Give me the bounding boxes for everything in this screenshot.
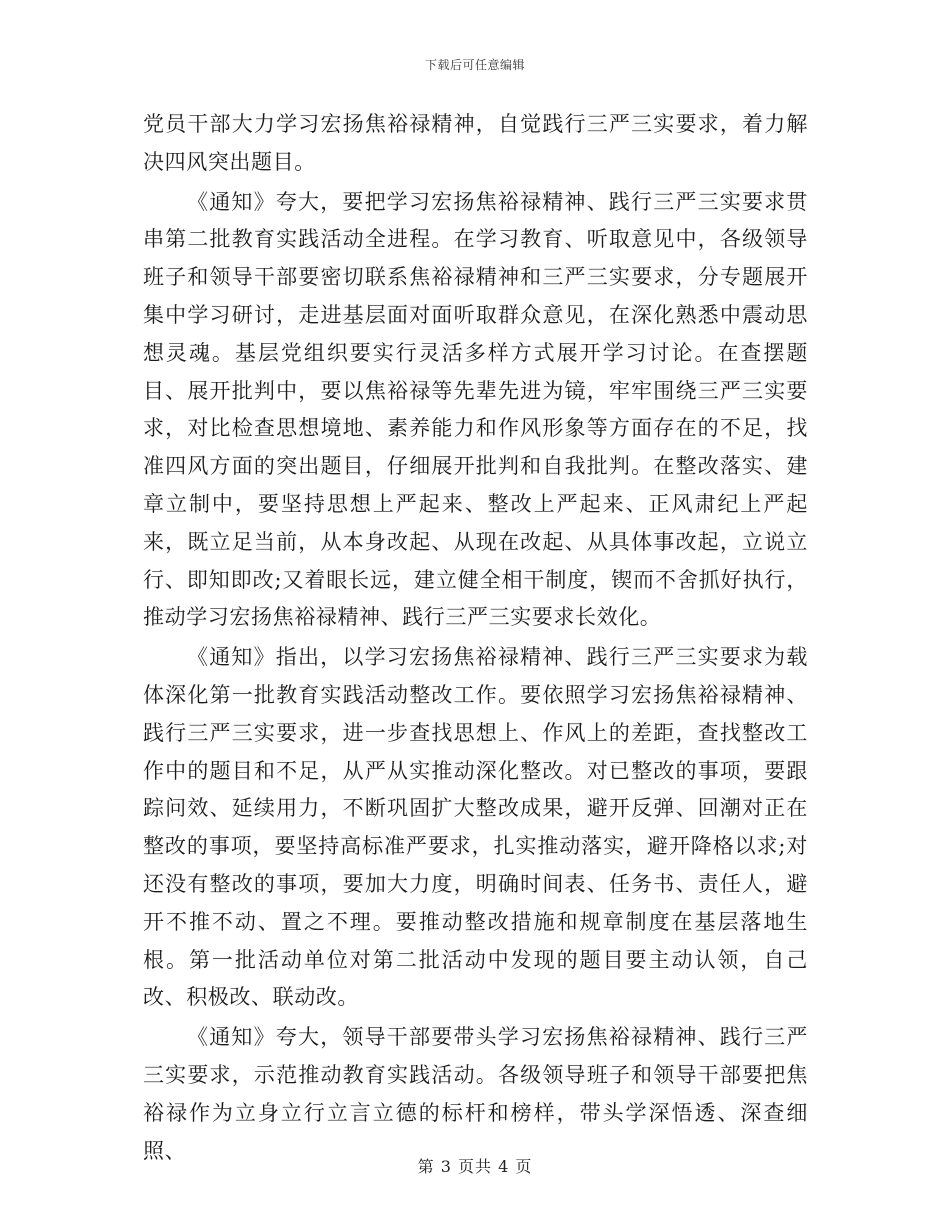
edit-note-header: 下载后可任意编辑 bbox=[424, 58, 525, 72]
paragraph-continuation: 党员干部大力学习宏扬焦裕禄精神，自觉践行三严三实要求，着力解决四风突出题目。 bbox=[143, 112, 808, 174]
paragraph: 《通知》指出，以学习宏扬焦裕禄精神、践行三严三实要求为载体深化第一批教育实践活动整改工作。要依照学习宏扬焦裕禄精神、践行三严三实要求，进一步查找思想上、作风上的差距，查找整改工作中的题目和不足，从严从实推动深化整改。对已整改的事项，要跟踪问效、延续用力，不断巩固扩大整改成果，避开反弹、回潮对正在整改的事项，要坚持高标准严要求，扎实推动落实，避开降格以求;对还没有整改的事项，要加大力度，明确时间表、任务书、责任人，避开不推不动、置之不理。要推动整改措施和规章制度在基层落地生根。第一批活动单位对第二批活动中发现的题目要主动认领，自己改、积极改、联动改。 bbox=[143, 645, 808, 1010]
document-body bbox=[143, 106, 808, 1170]
paragraph: 《通知》夸大，要把学习宏扬焦裕禄精神、践行三严三实要求贯串第二批教育实践活动全进程。在学习教育、听取意见中，各级领导班子和领导干部要密切联系焦裕禄精神和三严三实要求，分专题展开集中学习研讨，走进基层面对面听取群众意见，在深化熟悉中震动思想灵魂。基层党组织要实行灵活多样方式展开学习讨论。在查摆题目、展开批判中，要以焦裕禄等先辈先进为镜，牢牢围绕三严三实要求，对比检查思想境地、素养能力和作风形象等方面存在的不足，找准四风方面的突出题目，仔细展开批判和自我批判。在整改落实、建章立制中，要坚持思想上严起来、整改上严起来、正风肃纪上严起来，既立足当前，从本身改起、从现在改起、从具体事改起，立说立行、即知即改;又着眼长远，建立健全相干制度，锲而不舍抓好执行，推动学习宏扬焦裕禄精神、践行三严三实要求长效化。 bbox=[143, 189, 808, 630]
paragraph: 《通知》夸大，领导干部要带头学习宏扬焦裕禄精神、践行三严三实要求，示范推动教育实践活动。各级领导班子和领导干部要把焦裕禄作为立身立行立言立德的标杆和榜样，带头学深悟透、深查细照、 bbox=[143, 1025, 808, 1163]
page-number: 第 3 页共 4 页 bbox=[417, 1157, 533, 1176]
